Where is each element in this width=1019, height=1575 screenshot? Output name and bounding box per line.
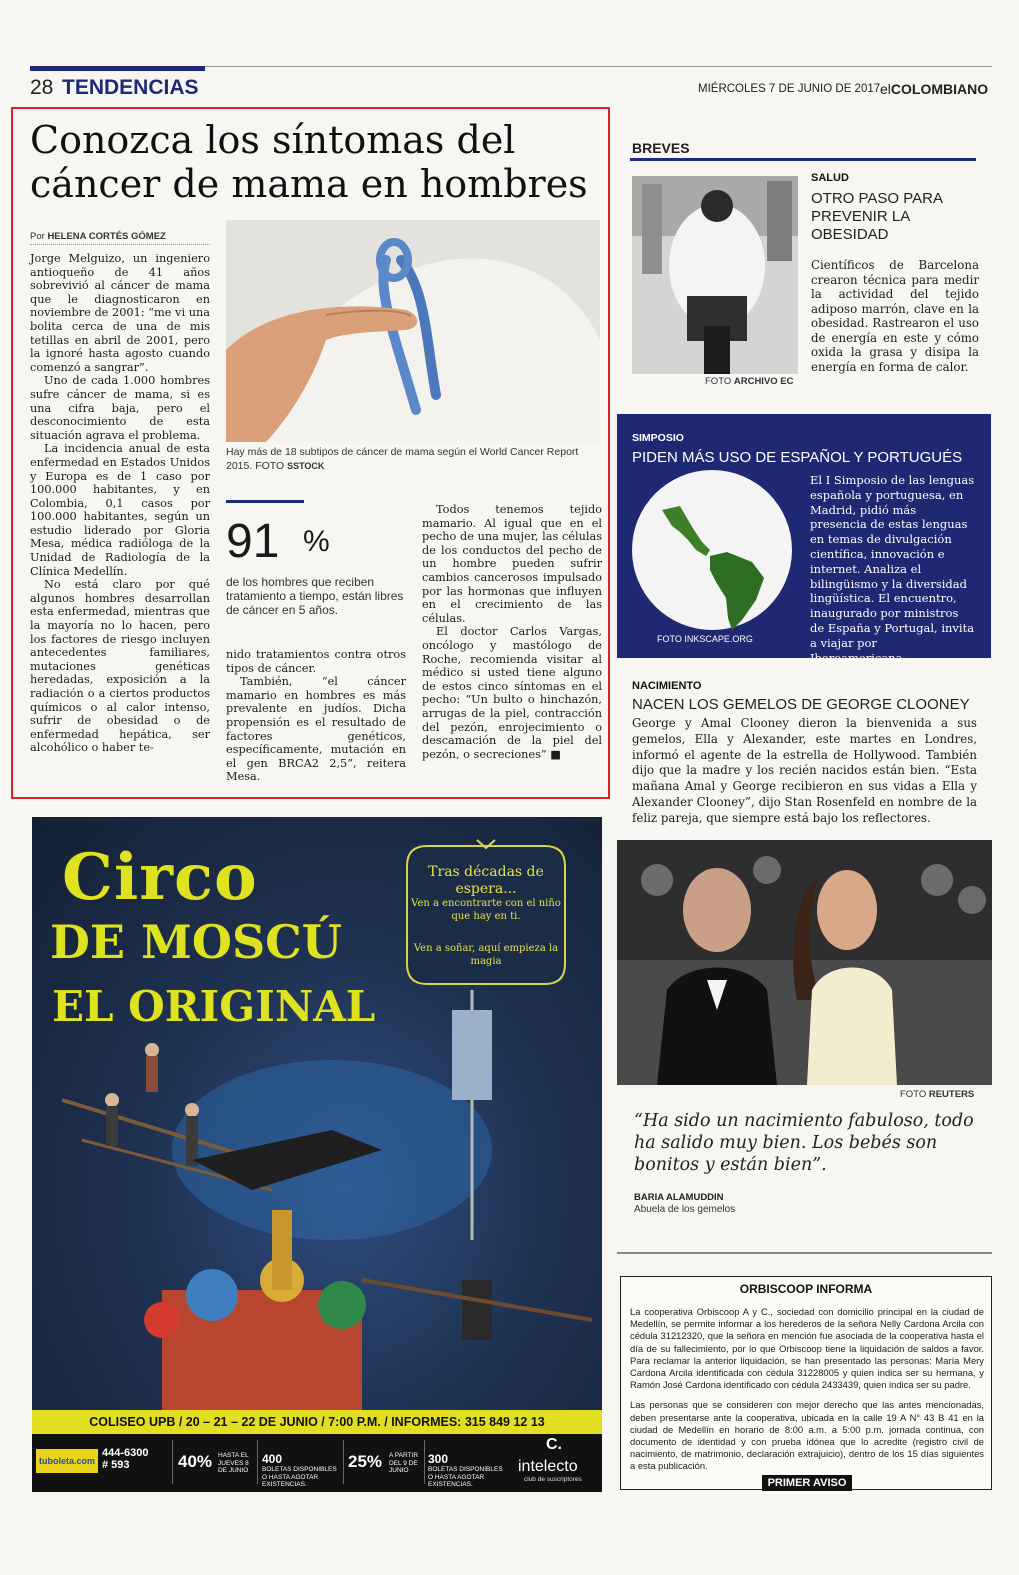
footer-divider — [424, 1440, 425, 1484]
motorbike-photo-icon — [632, 176, 798, 374]
phone-number: 444-6300 — [102, 1447, 149, 1459]
promo-discount: 25% — [348, 1452, 383, 1471]
article-column-2 — [226, 648, 406, 784]
ad-title-moscu: DE MOSCÚ — [50, 915, 342, 969]
newspaper-name-prefix: el — [880, 81, 891, 97]
byline — [30, 231, 166, 242]
ad-badge-line: Ven a encontrarte con el niño que hay en ti. — [411, 898, 561, 922]
clooney-photo-credit — [900, 1089, 974, 1100]
footer-divider — [343, 1440, 344, 1484]
quote-author: BARIA ALAMUDDIN — [634, 1192, 724, 1203]
footer-divider — [172, 1440, 173, 1484]
headline-line-1: Conozca los síntomas del — [30, 118, 516, 162]
stat-accent-bar — [226, 500, 304, 503]
ad-title-original: EL ORIGINAL — [52, 982, 376, 1031]
quote-author-role: Abuela de los gemelos — [634, 1204, 736, 1215]
promo-condition: BOLETAS DISPONIBLES O HASTA AGOTAR EXISTENCIAS. — [262, 1466, 337, 1488]
nacimiento-title[interactable]: NACEN LOS GEMELOS DE GEORGE CLOONEY — [632, 696, 970, 713]
sponsor-logo-mark: C. — [546, 1436, 562, 1453]
paragraph: Todos tenemos tejido mamario. Al igual que en el pecho de una mujer, las células de los conductos del pecho de un hombre pueden sufrir cambios cancerosos impulsado por las hormonas que influyen en el crecimiento de las células. — [422, 503, 602, 625]
paragraph: Uno de cada 1.000 hombres sufre cáncer de mama, si es una cifra baja, pero el desconocimiento de esta situación agrava el problema. — [30, 374, 210, 442]
clooney-photo[interactable] — [617, 840, 992, 1085]
simposio-kicker: SIMPOSIO — [632, 432, 684, 444]
paragraph: El doctor Carlos Vargas, oncólogo y mastólogo de Roche, recomienda visitar al médico si usted tiene alguno de estos cinco síntomas en el pecho: “Un bulto o hinchazón, arrugas de la piel, contracción del pezón, enrojecimiento o descamación de la piel del pezón, o secreciones” ■ — [422, 625, 602, 761]
simposio-title[interactable]: PIDEN MÁS USO DE ESPAÑOL Y PORTUGUÉS — [632, 449, 963, 466]
photo-caption-text: Hay más de 18 subtipos de cáncer de mama según el World Cancer Report 2015. FOTO — [226, 446, 579, 472]
salud-title[interactable]: OTRO PASO PARA PREVENIR LA OBESIDAD — [811, 190, 943, 243]
obesity-photo[interactable] — [632, 176, 798, 374]
article-column-1 — [30, 252, 210, 755]
promo-quantity: 400 — [262, 1452, 283, 1466]
globe-americas-icon — [632, 470, 797, 635]
footer-divider — [257, 1440, 258, 1484]
globe-image[interactable] — [632, 470, 797, 635]
salud-body: Científicos de Barcelona crearon técnica para medir la actividad del tejido adiposo marrón, clave en la obesidad. Rastrearon el uso de energía en este y cómo oxida la grasa y disipa la energía en forma de calor. — [811, 258, 979, 374]
notice-paragraph: La cooperativa Orbiscoop A y C., sociedad con domicilio principal en la ciudad de Medellín, se permite informar a los herederos de la señora Nelly Cardona Arcila con cédula 31212320, que la señora en mención fue asociada de la cooperativa hasta el día de su fallecimiento, por lo que Orbiscoop tiene la liquidación de saldos a favor. Para reclamar la anterior liquidación, se han presentado las personas: María Mery Cardona Arcila identificada con cédula 31228005 y quien indica ser su hermana, y Ramón José Cardona identificado con cédula 2433439, quien indica ser su padre. — [630, 1306, 984, 1391]
newspaper-name-main: COLOMBIANO — [890, 81, 989, 97]
sponsor-logo-name[interactable]: intelecto — [518, 1458, 578, 1475]
stat-description: de los hombres que reciben tratamiento a tiempo, están libres de cáncer en 5 años. — [226, 575, 404, 617]
ad-badge-line: Ven a soñar, aquí empieza la magia — [413, 943, 559, 967]
obesity-photo-credit — [705, 376, 794, 387]
article-column-3 — [422, 503, 602, 761]
ticket-vendor-logo[interactable]: tuboleta.com — [36, 1449, 98, 1473]
notice-footer-label: PRIMER AVISO — [762, 1475, 852, 1491]
acrobats-kremlin-icon — [32, 990, 602, 1410]
ad-badge-headline: Tras décadas de espera... — [428, 864, 544, 897]
paragraph: También, “el cáncer mamario en hombres es más prevalente en judíos. Dicha propensión es el resultado de factores genéticos, específicamente, mutación en el gen BRCA2 2,5”, reitera Mesa. — [226, 675, 406, 784]
ad-title-circo: Circo — [62, 840, 258, 915]
paragraph: La incidencia anual de esta enfermedad en Estados Unidos y Europa es de 1 caso por 100.000 habitantes, y en Colombia, 0,1 casos por 100.000 habitantes, según un estudio liderado por Gloria Mesa, médica radióloga de la Unidad de Radiología de la Clínica Medellín. — [30, 442, 210, 578]
article-headline[interactable] — [30, 118, 605, 206]
promo-quantity: 300 — [428, 1452, 449, 1466]
newspaper-name — [880, 81, 988, 97]
sponsor-logo-tagline: club de suscriptores — [524, 1476, 582, 1483]
promo-condition: HASTA EL JUEVES 8 DE JUNIO — [218, 1452, 249, 1474]
globe-credit: FOTO INKSCAPE.ORG — [657, 634, 753, 644]
notice-title: ORBISCOOP INFORMA — [739, 1282, 873, 1296]
ad-event-details: COLISEO UPB / 20 – 21 – 22 DE JUNIO / 7:00 P.M. / INFORMES: 315 849 12 13 — [89, 1415, 545, 1429]
pull-quote: “Ha sido un nacimiento fabuloso, todo ha salido muy bien. Los bebés son bonitos y están bien”. — [634, 1111, 974, 1175]
section-divider — [617, 1252, 992, 1254]
simposio-body: El I Simposio de las lenguas española y portuguesa, en Madrid, pidió más presencia de estas lenguas en temas de divulgación científica, innovación e internet. Analiza el bilingüismo y la diversidad lingüística. El encuentro, inaugurado por ministros de España y Portugal, invita a viajar por Iberoamericana. — [810, 473, 975, 665]
salud-kicker: SALUD — [811, 172, 849, 184]
photo-credit: SSTOCK — [287, 460, 325, 471]
photo-caption — [226, 446, 602, 473]
byline-divider — [30, 244, 210, 245]
breves-rule — [630, 158, 976, 161]
ad-artwork — [32, 990, 602, 1410]
header-accent-bar — [30, 66, 205, 71]
notice-body — [630, 1306, 984, 1481]
paragraph: Jorge Melguizo, un ingeniero antioqueño de 41 años sobrevivió al cáncer de mama que le diagnosticaron en noviembre de 2001: “me vi una bolita cerca de una de mis tetillas en abril de 2001, pero la ignoré hasta agosto cuando comenzó a sangrar”. — [30, 252, 210, 374]
breves-label: BREVES — [632, 140, 690, 156]
section-title: TENDENCIAS — [62, 76, 199, 99]
article-photo-ribbon[interactable] — [226, 220, 600, 442]
byline-prefix: Por — [30, 231, 45, 242]
paragraph: nido tratamientos contra otros tipos de cáncer. — [226, 648, 406, 675]
ticket-phones — [102, 1447, 149, 1471]
paragraph: No está claro por qué algunos hombres desarrollan esta enfermedad, mientras que la mayoría no lo hacen, pero los factores de riesgo incluyen antecedentes familiares, mutaciones genéticas heredadas, exposición a la radiación o a ciertos productos químicos o al calor intenso, sufrir de obesidad o de enfermedad hepática, ser alcohólico o haber te- — [30, 578, 210, 755]
phone-number: # 593 — [102, 1459, 130, 1471]
headline-line-2: cáncer de mama en hombres — [30, 162, 588, 206]
promo-condition: BOLETAS DISPONIBLES O HASTA AGOTAR EXISTENCIAS. — [428, 1466, 503, 1488]
notice-paragraph: Las personas que se consideren con mejor derecho que las antes mencionadas, deben presentarse ante la cooperativa, ubicada en la calle 19 A N° 43 B 41 en la ciudad de Medellín en horario de 8:00 a.m. a 5:00 p.m. jornada continua, con documento de identidad y con prueba idónea que lo acredite (registro civil de nacimiento, de matrimonio, declaración extrajuicio), dentro de los 15 días siguientes a esta publicación. — [630, 1399, 984, 1472]
nacimiento-body: George y Amal Clooney dieron la bienvenida a sus gemelos, Ella y Alexander, este martes en Londres, informó el agente de la estrella de Hollywood. También dijo que la madre y los recién nacidos están bien. “Esta mañana Amal y George recibieron en sus vidas a Ella y Alexander Clooney”, dijo Stan Rosenfeld en nombre de la feliz pareja, que siempre está bajo los reflectores. — [632, 716, 977, 825]
issue-date: MIÉRCOLES 7 DE JUNIO DE 2017 — [698, 83, 881, 95]
credit-prefix: FOTO — [705, 376, 732, 387]
credit-prefix: FOTO — [900, 1089, 927, 1100]
promo-discount: 40% — [178, 1452, 213, 1471]
stat-unit: % — [303, 525, 330, 558]
promo-condition: A PARTIR DEL 9 DE JUNIO — [389, 1452, 419, 1474]
credit-name: REUTERS — [928, 1089, 975, 1100]
byline-author: HELENA CORTÉS GÓMEZ — [47, 231, 166, 242]
nacimiento-kicker: NACIMIENTO — [632, 680, 702, 692]
page-number: 28 — [30, 76, 54, 99]
stat-number: 91 — [226, 515, 280, 568]
red-carpet-photo-icon — [617, 840, 992, 1085]
ribbon-photo-icon — [226, 220, 600, 442]
credit-name: ARCHIVO EC — [733, 376, 794, 387]
